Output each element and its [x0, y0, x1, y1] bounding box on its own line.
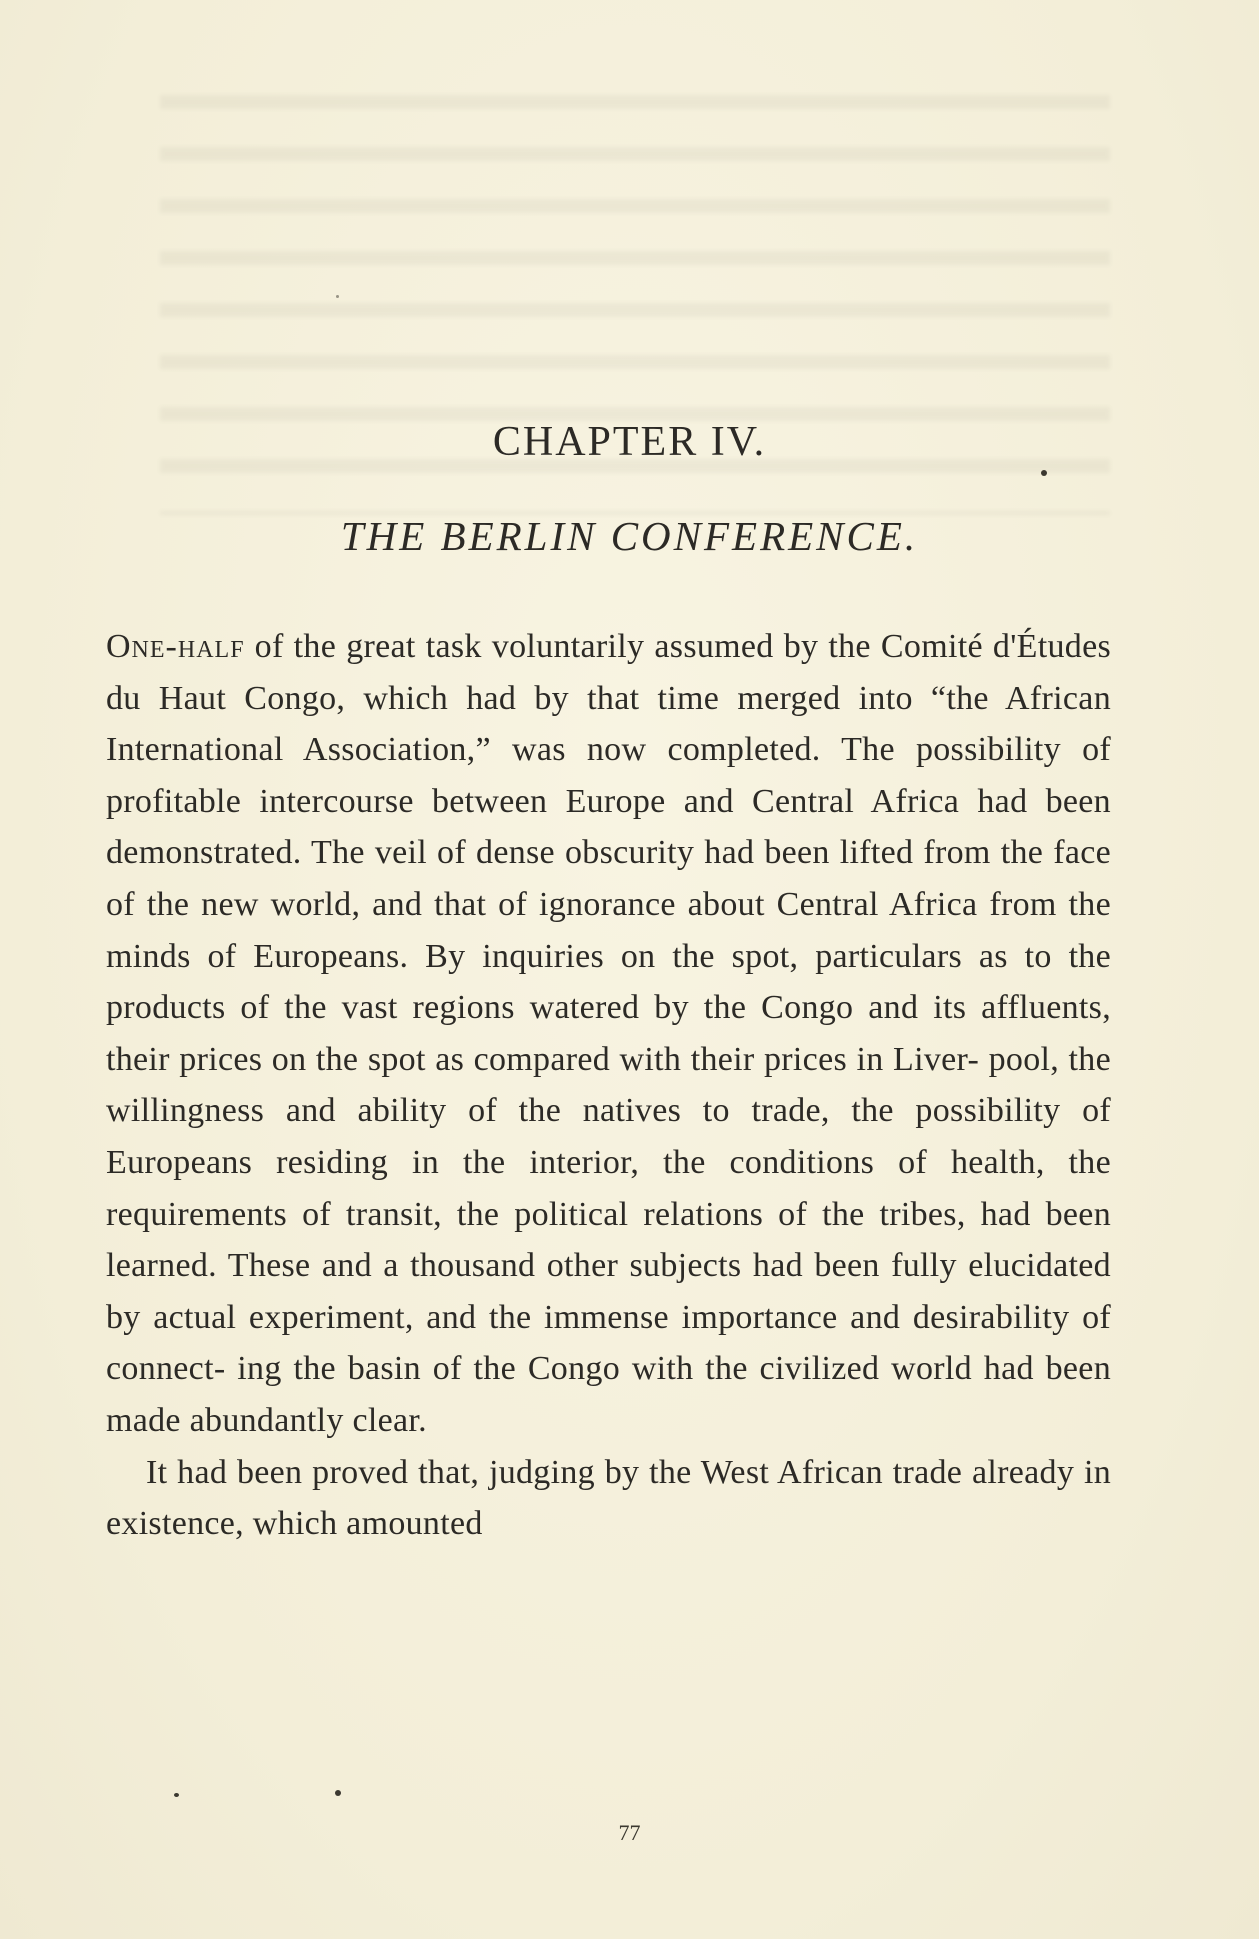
ink-speck — [335, 1790, 341, 1796]
ink-speck — [174, 1793, 179, 1797]
paragraph — [106, 1447, 1111, 1550]
chapter-title: THE BERLIN CONFERENCE. — [340, 513, 919, 559]
ink-speck — [1041, 470, 1047, 476]
chapter-heading: CHAPTER IV. — [492, 419, 767, 465]
paragraph-lead: One-half — [106, 628, 245, 665]
ink-speck — [336, 295, 339, 298]
paragraph-text: of the great task voluntarily assumed by the Comité d'Études du Haut Congo, which had by that time merged into “the African International Association,” was now completed. The possibility of profitable intercourse between Europe and Central Africa had been demonstrated. The veil of dense obscurity had been lifted from the face of the new world, and that of ignorance about Central Africa from the minds of Europeans. By inquiries on the spot, particulars as to the products of the vast regions watered by the Congo and its affluents, their prices on the spot as compared with their prices in Liver- pool, the willingness and ability of the natives to trade, the possibility of Europeans residing in the interior, the conditions of health, the requirements of transit, the political relations of the tribes, had been learned. These and a thousand other subjects had been fully elucidated by actual experiment, and the immense importance and desirability of connect- ing the basin of the Congo with the civilized world had been made abundantly clear. — [106, 628, 1111, 1439]
paragraph — [106, 621, 1111, 1447]
body-text — [106, 621, 1111, 1550]
paragraph-text: It had been proved that, judging by the West African trade already in existence, which amounted — [106, 1453, 1111, 1543]
page-number: 77 — [618, 1820, 641, 1845]
